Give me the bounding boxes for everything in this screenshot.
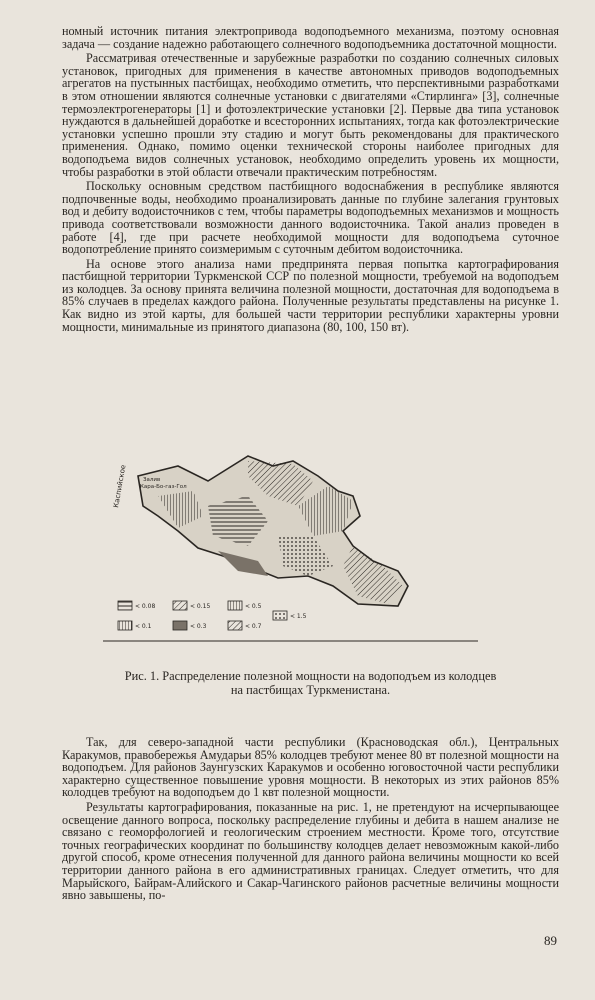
legend-label: < 1.5: [290, 613, 307, 620]
legend-label: < 0.08: [135, 603, 156, 610]
paragraph-5: Так, для северо-западной части республики (Красноводская обл.), Центральных Каракумов, правобережья Амударьи 85% колодцев требуют менее 80 вт полезной мощности на водоподъем. Для районов Заунгузских Каракумов и особенно юговосточной части республики характерно существенное повышение уровня мощности. В некоторых из этих районов 85% колодцев требуют на водоподъем до 1 квт полезной мощности.: [62, 735, 559, 800]
map-legend: [118, 601, 307, 630]
map-label-sea: Каспийское: [112, 464, 128, 509]
caption-line-2: на пастбищах Туркменистана.: [230, 682, 391, 697]
paragraph-4: На основе этого анализа нами предпринята первая попытка картографирования пастбищной территории Туркменской ССР по полезной мощности, требуемой на водоподъем из колодцев. За основу принята величина полезной мощности, достаточная для водоподъема в 85% случаев в пределах каждого района. Полученные результаты представлены на рисунке 1. Как видно из этой карты, для большей части территории республики характерны уровни мощности, минимальные из принятого диапазона (80, 100, 150 вт).: [62, 256, 559, 334]
text-block-bottom: [62, 736, 559, 904]
page-number: 89: [544, 933, 557, 948]
legend-label: < 0.1: [135, 623, 152, 630]
map-label-bay: Кара-Бо-газ-Гол: [140, 484, 187, 490]
paragraph-1: номный источник питания электропривода водоподъемного механизма, поэтому основная задача — создание надежно работающего солнечного водоподъемника достаточной мощности.: [62, 24, 559, 51]
legend-label: < 0.3: [190, 623, 207, 630]
paragraph-3: Поскольку основным средством пастбищного водоснабжения в республике являются подпочвенные воды, необходимо проанализировать данные по глубине залегания грунтовых вод и дебиту водоисточников с тем, чтобы параметры водоподъемных механизмов и мощность привода соответствовали возможности данного водоисточника. Такой анализ проведен в работе [4], где при расчете необходимой мощности для водоподъема суточное водопотребление принято соизмеримым с суточным дебитом водоисточника.: [62, 179, 559, 257]
legend-label: < 0.7: [245, 623, 262, 630]
caption-line-1: Рис. 1. Распределение полезной мощности на водоподъем из колодцев: [124, 669, 497, 683]
legend-label: < 0.5: [245, 603, 262, 610]
legend-label: < 0.15: [190, 603, 211, 610]
figure-caption: [62, 670, 559, 697]
paragraph-2: Рассматривая отечественные и зарубежные разработки по созданию солнечных силовых установок, пригодных для применения в качестве автономных приводов водоподъемных агрегатов на пустынных пастбищах, необходимо отметить, что перспективными разработками в этом отношении являются солнечные установки с двигателями «Стирлинга» [3], солнечные термоэлектрогенераторы [1] и фотоэлектрические установки [2]. Первые два типа установок нуждаются в дальнейшей доработке и всесторонних испытаниях, тогда как фотоэлектрические установки успешно прошли эту стадию и могут быть рекомендованы для практического применения. Однако, помимо оценки технической стороны наиболее пригодных для водоподъема видов солнечных установок, необходимо определить уровень их мощности, чтобы разработки в этой области отвечали практическим потребностям.: [62, 51, 559, 179]
map-label-lake: Залив: [143, 477, 161, 483]
turkmenistan-map-figure: [98, 436, 483, 651]
paragraph-6: Результаты картографирования, показанные на рис. 1, не претендуют на исчерпывающее освещение данного вопроса, поскольку распределение глубины и дебита в нашем анализе не связано с геоморфологией и геологическим строением местности. Кроме того, отсутствие точных географических координат по большинству колодцев делает невозможным какой-либо другой способ, кроме отнесения полученной для данного района величины мощности ко всей территории данного района в его административных границах. Следует отметить, что для Марыйского, Байрам-Алийского и Сакар-Чагинского районов расчетные величины мощности явно завышены, по-: [62, 799, 559, 903]
text-block-top: [62, 25, 559, 335]
